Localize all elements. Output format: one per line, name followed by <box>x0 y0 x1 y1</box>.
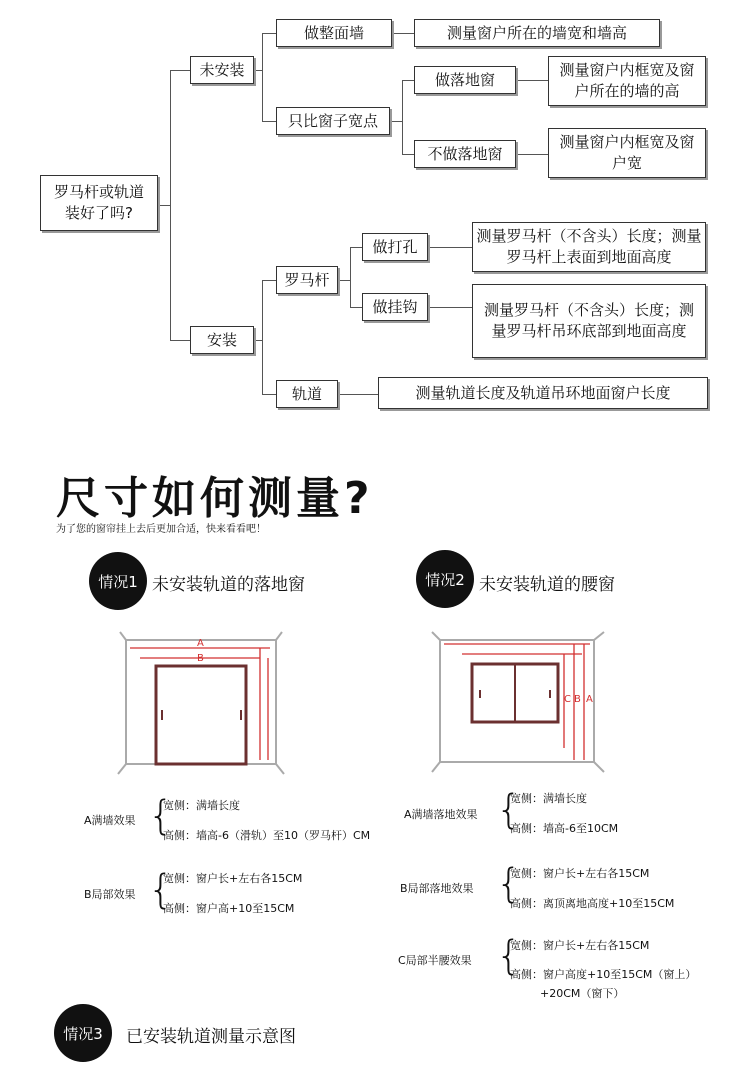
full-wall-text: 做整面墙 <box>303 23 364 42</box>
full-wall-box <box>276 19 392 47</box>
connector <box>338 280 350 281</box>
floor-window-box <box>414 66 516 94</box>
connector <box>402 80 403 154</box>
case1-effect-b-name: B局部效果 <box>84 888 136 901</box>
connector <box>392 33 414 34</box>
case1-diagram <box>112 628 292 778</box>
window-wide-box <box>276 107 390 135</box>
connector <box>338 394 378 395</box>
connector <box>158 205 170 206</box>
case2-effect-c-height-extra: +20CM（窗下） <box>540 987 625 1000</box>
case2-effect-b-width: 宽侧：窗户长+左右各15CM <box>510 867 650 880</box>
punch-text: 做打孔 <box>372 237 418 256</box>
connector <box>402 154 414 155</box>
connector <box>262 394 276 395</box>
case2-effect-b-height: 高侧：离顶离地高度+10至15CM <box>510 897 675 910</box>
case2-label-c: C <box>564 694 571 705</box>
case3-title: 已安装轨道测量示意图 <box>126 1027 296 1047</box>
section-title: 尺寸如何测量? <box>56 473 374 524</box>
punch-desc-text: 测量罗马杆（不含头）长度；测量罗马杆上表面到地面高度 <box>476 227 702 266</box>
connector <box>428 307 472 308</box>
connector <box>254 70 262 71</box>
roman-rod-text: 罗马杆 <box>284 270 330 289</box>
connector <box>402 80 414 81</box>
root-question-text: 罗马杆或轨道装好了吗? <box>53 183 144 222</box>
case1-label-a: A <box>197 638 204 649</box>
case1-title: 未安装轨道的落地窗 <box>152 575 305 595</box>
connector <box>254 340 262 341</box>
non-floor-window-desc-box <box>548 128 706 178</box>
case1-effect-a-brace: { <box>148 793 174 839</box>
case1-effect-b-height: 高侧：窗户高+10至15CM <box>163 902 295 915</box>
connector <box>516 80 548 81</box>
non-floor-window-desc-text: 测量窗户内框宽及窗户宽 <box>559 133 695 172</box>
hook-desc-box <box>472 284 706 358</box>
punch-box <box>362 233 428 261</box>
connector <box>516 154 548 155</box>
case2-diagram <box>428 628 608 778</box>
connector <box>170 340 190 341</box>
connector <box>262 280 276 281</box>
case2-effect-a-brace: { <box>496 787 522 833</box>
case2-badge: 情况2 <box>416 550 474 608</box>
connector <box>170 70 190 71</box>
case1-label-b: B <box>197 653 204 664</box>
full-wall-desc-text: 测量窗户所在的墙宽和墙高 <box>446 23 627 42</box>
section-subtitle: 为了您的窗帘挂上去后更加合适，快来看看吧！ <box>56 524 266 535</box>
case2-effect-a-name: A满墙落地效果 <box>404 808 478 821</box>
connector <box>262 121 276 122</box>
case2-effect-a-width: 宽侧：满墙长度 <box>510 792 587 805</box>
connector <box>262 280 263 394</box>
floor-window-desc-box <box>548 56 706 106</box>
track-text: 轨道 <box>291 384 322 403</box>
case2-effect-a-height: 高侧：墙高-6至10CM <box>510 822 619 835</box>
connector <box>262 33 263 121</box>
root-question-box <box>40 175 158 231</box>
case2-effect-c-brace: { <box>496 933 522 979</box>
case1-effect-a-height: 高侧：墙高-6（滑轨）至10（罗马杆）CM <box>163 829 371 842</box>
case1-badge: 情况1 <box>89 552 147 610</box>
roman-rod-box <box>276 266 338 294</box>
installed-box <box>190 326 254 354</box>
not-installed-box <box>190 56 254 84</box>
hook-desc-text: 测量罗马杆（不含头）长度；测量罗马杆吊环底部到地面高度 <box>483 301 694 340</box>
case1-effect-b-brace: { <box>148 867 174 913</box>
case2-label-b: B <box>574 694 581 705</box>
case3-badge: 情况3 <box>54 1004 112 1062</box>
connector <box>170 70 171 340</box>
connector <box>350 307 362 308</box>
window-wide-text: 只比窗子宽点 <box>287 111 378 130</box>
non-floor-window-box <box>414 140 516 168</box>
case1-effect-b-width: 宽侧：窗户长+左右各15CM <box>163 872 303 885</box>
hook-text: 做挂钩 <box>372 297 418 316</box>
case2-effect-c-height: 高侧：窗户高度+10至15CM（窗上） <box>510 968 697 981</box>
case1-effect-a-name: A满墙效果 <box>84 814 136 827</box>
floor-window-desc-text: 测量窗户内框宽及窗户所在的墙的高 <box>559 61 695 100</box>
full-wall-desc-box <box>414 19 660 47</box>
case2-effect-c-width: 宽侧：窗户长+左右各15CM <box>510 939 650 952</box>
connector <box>428 247 472 248</box>
case2-label-a: A <box>586 694 593 705</box>
connector <box>350 247 362 248</box>
track-box <box>276 380 338 408</box>
connector <box>262 33 276 34</box>
case2-effect-c-name: C局部半腰效果 <box>398 954 472 967</box>
not-installed-text: 未安装 <box>199 60 245 79</box>
punch-desc-box <box>472 222 706 272</box>
non-floor-window-text: 不做落地窗 <box>427 144 503 163</box>
hook-box <box>362 293 428 321</box>
case1-effect-a-width: 宽侧：满墙长度 <box>163 799 240 812</box>
installed-text: 安装 <box>206 330 237 349</box>
floor-window-text: 做落地窗 <box>434 70 495 89</box>
track-desc-box <box>378 377 708 409</box>
connector <box>350 247 351 307</box>
case2-effect-b-name: B局部落地效果 <box>400 882 474 895</box>
track-desc-text: 测量轨道长度及轨道吊环地面窗户长度 <box>415 383 671 402</box>
connector <box>390 121 402 122</box>
case2-effect-b-brace: { <box>496 861 522 907</box>
case2-title: 未安装轨道的腰窗 <box>479 575 615 595</box>
